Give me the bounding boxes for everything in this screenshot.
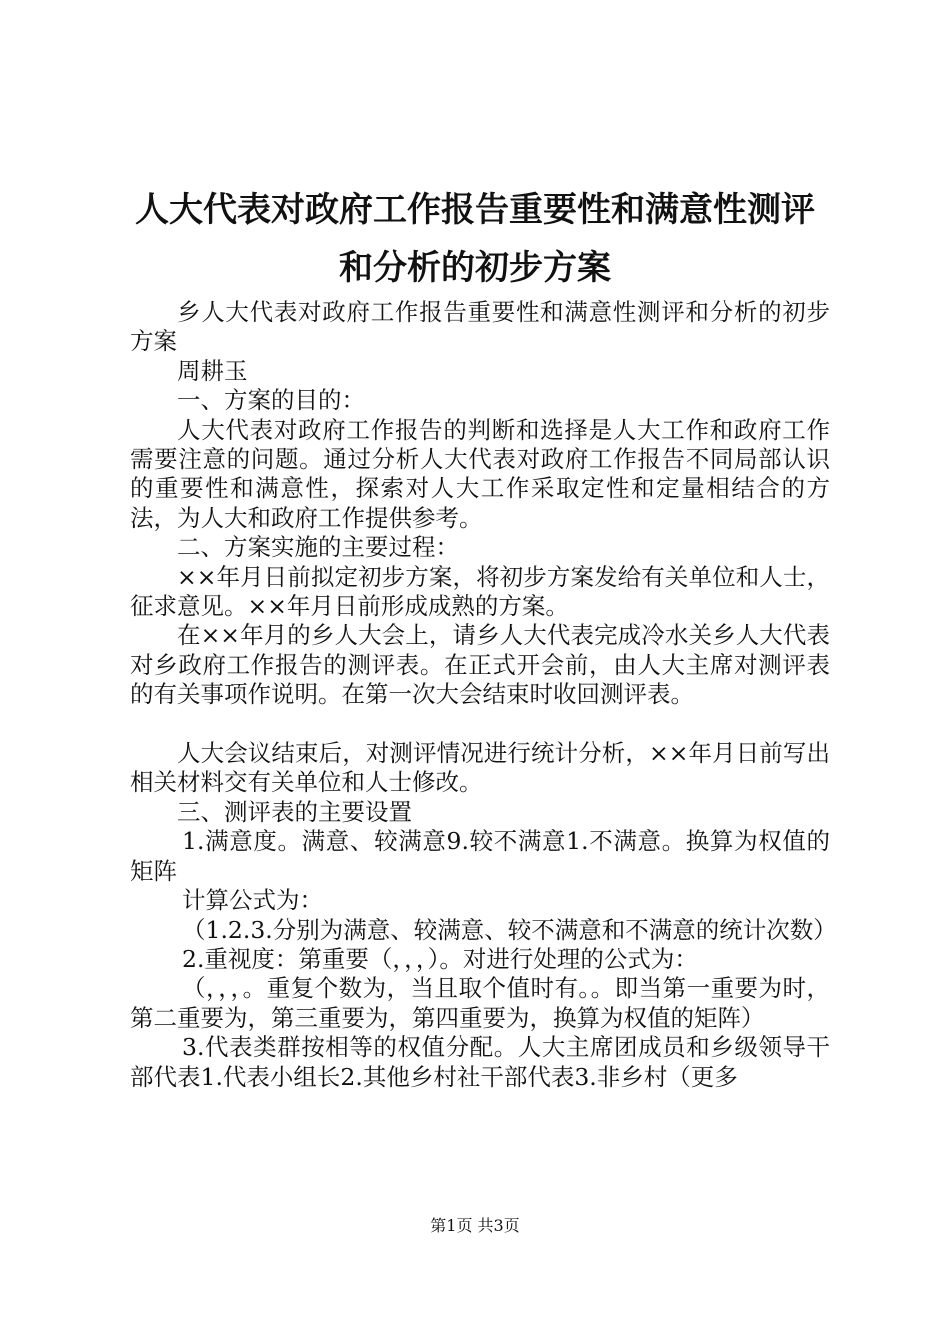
paragraph-process-3: 人大会议结束后，对测评情况进行统计分析，××年月日前写出相关材料交有关单位和人士修改。 (130, 739, 830, 797)
paragraph-satisfaction: 1.满意度。满意、较满意9.较不满意1.不满意。换算为权值的矩阵 (130, 827, 830, 885)
section-heading-purpose: 一、方案的目的： (177, 386, 365, 415)
paragraph-subtitle: 乡人大代表对政府工作报告重要性和满意性测评和分析的初步方案 (130, 298, 830, 356)
document-title-line-2: 和分析的初步方案 (339, 248, 611, 288)
document-title-line-1: 人大代表对政府工作报告重要性和满意性测评 (135, 190, 815, 230)
paragraph-formula-note: （1.2.3.分别为满意、较满意、较不满意和不满意的统计次数） (182, 915, 837, 944)
section-heading-settings: 三、测评表的主要设置 (177, 797, 412, 826)
paragraph-process-1: ××年月日前拟定初步方案，将初步方案发给有关单位和人士，征求意见。××年月日前形成成熟的方案。 (130, 562, 830, 621)
blank-line (130, 710, 830, 739)
paragraph-groups: 3.代表类群按相等的权值分配。人大主席团成员和乡级领导干部代表1.代表小组长2.其他乡村社干部代表3.非乡村（更多 (130, 1033, 830, 1091)
paragraph-purpose: 人大代表对政府工作报告的判断和选择是人大工作和政府工作需要注意的问题。通过分析人大代表对政府工作报告不同局部认识的重要性和满意性，探索对人大工作采取定性和定量相结合的方法，为人大和政府工作提供参考。 (130, 415, 830, 532)
paragraph-formula-label: 计算公式为： (182, 886, 323, 915)
paragraph-importance: 2.重视度：第重要（，，，）。对进行处理的公式为： (182, 944, 698, 973)
document-body (130, 298, 837, 1092)
page-number-footer: 第1页 共3页 (430, 1216, 520, 1235)
paragraph-importance-note: （，，，。重复个数为，当且取个值时有。。即当第一重要为时，第二重要为，第三重要为，第四重要为，换算为权值的矩阵） (130, 974, 830, 1032)
paragraph-process-2: 在××年月的乡人大会上，请乡人大代表完成冷水关乡人大代表对乡政府工作报告的测评表。在正式开会前，由人大主席对测评表的有关事项作说明。在第一次大会结束时收回测评表。 (130, 621, 830, 709)
paragraph-author: 周耕玉 (177, 356, 248, 385)
section-heading-process: 二、方案实施的主要过程： (177, 533, 459, 562)
